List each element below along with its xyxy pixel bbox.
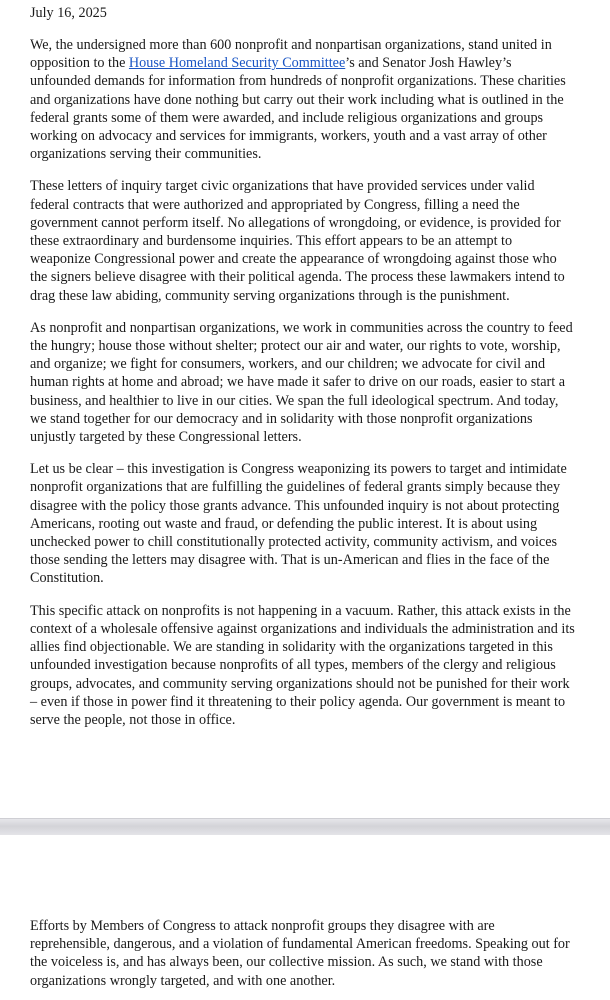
paragraph-1-text-end: ’s and Senator Josh Hawley’s unfounded demands for information from hundreds of nonprofit organizations. These charities and organizations have done nothing but carry out their work including what is outlined in the federal grants some of them were awarded, and include religious organizations and groups working on advocacy and services for immigrants, workers, youth and a vast array of other organizations serving their communities. <box>30 55 566 163</box>
house-homeland-security-committee-link[interactable]: House Homeland Security Committee <box>128 55 346 72</box>
paragraph-4: Let us be clear – this investigation is Congress weaponizing its powers to target and intimidate nonprofit organizations that are fulfilling the guidelines of federal grants simply because they disagree with the policy those grants advance. This unfounded inquiry is not about protecting Americans, rooting out waste and fraud, or defending the public interest. It is about using unchecked power to chill constitutionally protected activity, community activism, and voices those sending the letters may disagree with. That is un-American and flies in the face of the Constitution. <box>30 461 567 587</box>
closing-paragraph: Efforts by Members of Congress to attack nonprofit groups they disagree with are reprehensible, dangerous, and a violation of fundamental American freedoms. Speaking out for the voiceless is, and has always been, our collective mission. As such, we stand with those organizations wrongly targeted, and with one another. <box>30 918 570 989</box>
letter-date: July 16, 2025 <box>30 5 107 21</box>
paragraph-3: As nonprofit and nonpartisan organizations, we work in communities across the country to feed the hungry; house those without shelter; protect our air and water, our rights to vote, worship, and organize; we fight for consumers, workers, and our children; we advocate for civil and human rights at home and abroad; we have made it safer to drive on our roads, easier to start a business, and healthier to live in our cities. We span the full ideological spectrum. And today, we stand together for our democracy and in solidarity with those nonprofit organizations unjustly targeted by these Congressional letters. <box>30 319 573 446</box>
letter-page-2 <box>0 835 610 1000</box>
paragraph-1-text-start: We, the undersigned more than 600 nonprofit and nonpartisan organizations, stand united in opposition to the <box>30 37 552 72</box>
paragraph-1 <box>30 36 575 163</box>
page-separator <box>0 818 610 836</box>
paragraph-2: These letters of inquiry target civic organizations that have provided services under valid federal contracts that were authorized and appropriated by Congress, filling a need the government cannot perform itself. No allegations of wrongdoing, or evidence, is provided for these extraordinary and burdensome inquiries. This effort appears to be an attempt to weaponize Congressional power and create the appearance of wrongdoing against those who the signers believe disagree with their political agenda. The process these lawmakers intend to drag these law abiding, community serving organizations through is the punishment. <box>30 178 565 304</box>
paragraph-5: This specific attack on nonprofits is not happening in a vacuum. Rather, this attack exists in the context of a wholesale offensive against organizations and individuals the administration and its allies find objectionable. We are standing in solidarity with the organizations targeted in this unfounded investigation because nonprofits of all types, members of the clergy and religious groups, advocates, and community serving organizations should not be punished for their work – even if those in power find it threatening to their policy agenda. Our government is meant to serve the people, not those in office. <box>30 602 575 728</box>
letter-body <box>30 36 575 743</box>
